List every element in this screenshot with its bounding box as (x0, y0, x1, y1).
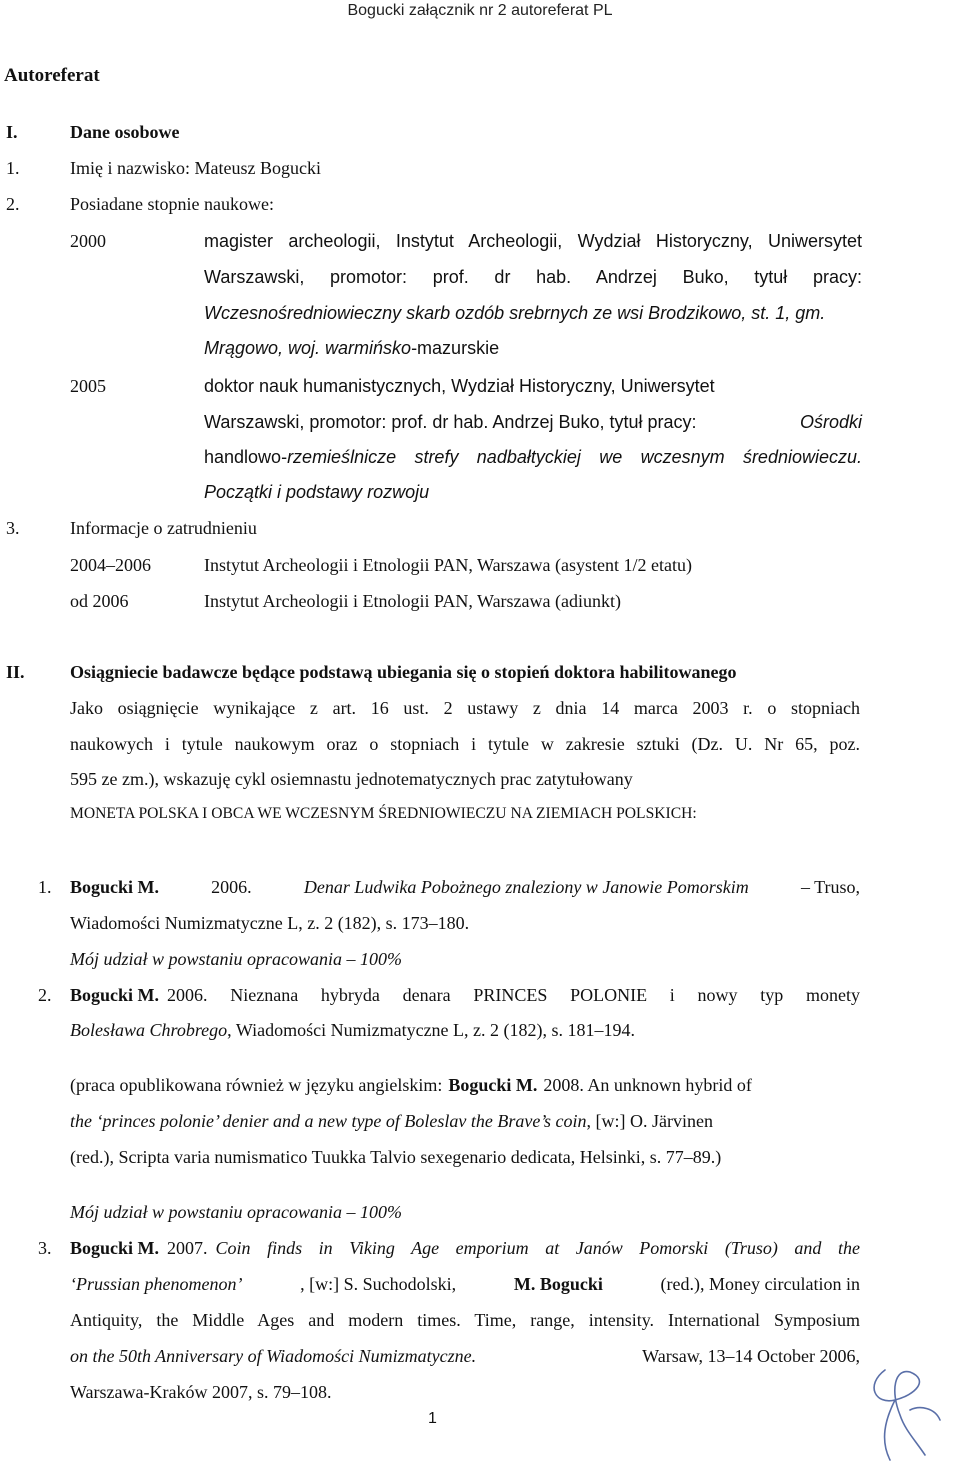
item-3-number: 3. (6, 518, 20, 538)
section-2-number: II. (6, 662, 25, 682)
item-1-text: Imię i nazwisko: Mateusz Bogucki (70, 158, 321, 178)
item-2-number: 2. (6, 194, 20, 214)
publication-3-symposium: on the 50th Anniversary of Wiadomości Numizmatyczne. (70, 1346, 477, 1366)
section-2-paragraph-line-3: 595 ze zm.), wskazuję cykl osiemnastu jednotematycznych prac zatytułowany (70, 769, 633, 789)
publication-3-date: Warsaw, 13–14 October 2006, (642, 1346, 860, 1366)
publication-1-year: 2006. (211, 877, 252, 897)
degree-2-title-start: Ośrodki (799, 412, 862, 432)
section-2-paragraph-line-1: Jako osiągnięcie wynikające z art. 16 ust. 2 ustawy z dnia 14 marca 2003 r. o stopniach (70, 698, 860, 718)
degree-1-location: Mrągowo, woj. warmińsko (204, 338, 412, 358)
publication-1-number: 1. (38, 877, 52, 897)
degree-1-line-2: Warszawski, promotor: prof. dr hab. Andrzej Buko, tytuł pracy: (204, 267, 862, 287)
degree-1-line-4 (204, 338, 499, 359)
publication-3-year: 2007. (167, 1238, 208, 1258)
publication-2-note-line-3: (red.), Scripta varia numismatico Tuukka Talvio sexegenario dedicata, Helsinki, s. 77–89.) (70, 1147, 722, 1167)
publication-1-share: Mój udział w powstaniu opracowania – 100% (70, 949, 403, 969)
item-3-text: Informacje o zatrudnieniu (70, 518, 257, 538)
section-2-heading: Osiągniecie badawcze będące podstawą ubiegania się o stopień doktora habilitowanego (70, 662, 737, 682)
publication-2-note-intro: (praca opublikowana również w języku angielskim: (70, 1075, 443, 1095)
publication-3-title-end: ‘Prussian phenomenon’ (70, 1274, 243, 1294)
section-1-number: I. (6, 122, 18, 142)
section-1-heading: Dane osobowe (70, 122, 180, 142)
degree-2-line-1: doktor nauk humanistycznych, Wydział Historyczny, Uniwersytet (204, 376, 715, 396)
publication-1-line-1 (70, 877, 860, 898)
degree-2-title-part-a: handlowo- (204, 447, 288, 467)
publication-1-rest: – Truso, (800, 877, 860, 897)
publication-3-coeditor: M. Bogucki (513, 1274, 603, 1294)
publication-2-note-line-2 (70, 1111, 713, 1132)
cycle-title: MONETA POLSKA I OBCA WE WCZESNYM ŚREDNIOWIECZU NA ZIEMIACH POLSKICH: (70, 805, 697, 822)
document-title: Autoreferat (4, 65, 100, 86)
publication-3-number: 3. (38, 1238, 52, 1258)
publication-3-line-5: Warszawa-Kraków 2007, s. 79–108. (70, 1382, 332, 1402)
publication-3-editors: , [w:] S. Suchodolski, (300, 1274, 457, 1294)
publication-3-author: Bogucki M. (70, 1238, 160, 1258)
degree-2-year: 2005 (70, 376, 106, 396)
publication-1-title: Denar Ludwika Pobożnego znaleziony w Janowie Pomorskim (303, 877, 749, 897)
publication-2-note-line-1 (70, 1075, 860, 1096)
publication-2-title-end: Bolesława Chrobrego (70, 1020, 228, 1040)
degree-2-title-end: Początki i podstawy rozwoju (204, 482, 430, 502)
degree-2-title-part-b: rzemieślnicze strefy nadbałtyckiej we wczesnym średniowieczu. (287, 447, 862, 467)
publication-3-book-title: (red.), Money circulation in (660, 1274, 860, 1294)
page-number: 1 (428, 1410, 437, 1427)
publication-2-note-editor: , [w:] O. Järvinen (586, 1111, 714, 1131)
publication-2-note-author: Bogucki M. (448, 1075, 538, 1095)
publication-2-number: 2. (38, 985, 52, 1005)
degree-2-line-2 (204, 412, 862, 433)
item-2-text: Posiadane stopnie naukowe: (70, 194, 274, 214)
degree-1-thesis-title: Wczesnośredniowieczny skarb ozdób srebrnych ze wsi Brodzikowo, st. 1, gm. (204, 303, 826, 323)
publication-1-line-2: Wiadomości Numizmatyczne L, z. 2 (182), s. 173–180. (70, 913, 470, 933)
running-header: Bogucki załącznik nr 2 autoreferat PL (347, 2, 613, 19)
degree-1-line-1: magister archeologii, Instytut Archeologii, Wydział Historyczny, Uniwersytet (204, 231, 862, 251)
employment-2-text: Instytut Archeologii i Etnologii PAN, Warszawa (adiunkt) (204, 591, 621, 611)
publication-2-title: 2006. Nieznana hybryda denara PRINCES POLONIE i nowy typ monety (167, 985, 860, 1005)
publication-2-note-title-italic: the ‘princes polonie’ denier and a new type of Boleslav the Brave’s coin (70, 1111, 587, 1131)
section-2-paragraph-line-2: naukowych i tytule naukowym oraz o stopniach i tytule w zakresie sztuki (Dz. U. Nr 65, poz. (70, 734, 860, 754)
employment-1-text: Instytut Archeologii i Etnologii PAN, Warszawa (asystent 1/2 etatu) (204, 555, 692, 575)
employment-1-years: 2004–2006 (70, 555, 151, 575)
publication-3-line-3: Antiquity, the Middle Ages and modern times. Time, range, intensity. International Symposium (70, 1310, 860, 1330)
degree-2-promoter: Warszawski, promotor: prof. dr hab. Andrzej Buko, tytuł pracy: (204, 412, 697, 432)
publication-2-line-2 (70, 1020, 635, 1041)
item-1-number: 1. (6, 158, 20, 178)
handwritten-signature (855, 1360, 945, 1465)
publication-3-line-2 (70, 1274, 860, 1295)
publication-2-line-1 (70, 985, 860, 1006)
employment-2-years: od 2006 (70, 591, 129, 611)
degree-1-location-rest: -mazurskie (411, 338, 500, 358)
publication-2-author: Bogucki M. (70, 985, 160, 1005)
publication-3-line-4 (70, 1346, 860, 1367)
publication-3-line-1 (70, 1238, 860, 1259)
publication-2-source: , Wiadomości Numizmatyczne L, z. 2 (182), s. 181–194. (227, 1020, 636, 1040)
publication-2-share: Mój udział w powstaniu opracowania – 100% (70, 1202, 403, 1222)
publication-3-title: Coin finds in Viking Age emporium at Janów Pomorski (Truso) and the (215, 1238, 860, 1258)
publication-1-author: Bogucki M. (70, 877, 160, 897)
degree-2-line-3 (204, 447, 862, 468)
publication-2-note-title: 2008. An unknown hybrid of (543, 1075, 752, 1095)
degree-1-year: 2000 (70, 231, 106, 251)
